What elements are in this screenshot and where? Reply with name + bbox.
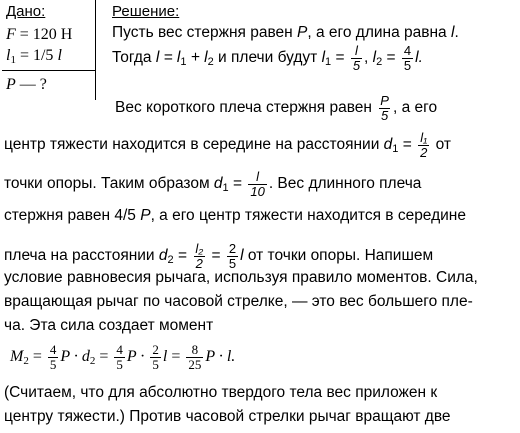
eq-fraction-2-5: $\frac{2}{5}$ [152, 342, 159, 372]
given-divider-vertical [95, 0, 96, 100]
given-divider-horizontal [2, 70, 95, 71]
solution-line-1: Пусть вес стержня равен P, а его длина равна l. [112, 24, 459, 41]
given-force: F = 120 Н [6, 26, 73, 43]
fraction-P-over-5: $\frac{P}{5}$ [380, 93, 389, 123]
solution-line-4: центр тяжести находится в середине на расстоянии $d_1$ = $\frac{\text{l₁}}{2}$ от [4, 130, 452, 160]
eq-fraction-8-25: $\frac{8}{25}$ [188, 342, 202, 372]
fraction-l1-over-2: $\frac{\text{l₁}}{2}$ [420, 130, 428, 160]
solution-line-9: вращающая рычаг по часовой стрелке, — это вес большего пле- [4, 293, 473, 310]
fraction-l-over-10: $\frac{l}{10}$ [250, 169, 265, 199]
solution-line-2: Тогда $l = l_1 + l_2$ и плечи будут $l_1$ = $\frac{l}{5}$ , $l_2$ = $\frac{4}{5}$ l. [112, 43, 423, 73]
given-length: $l_1 = 1/5$ l [6, 47, 62, 66]
solution-line-3: Вес короткого плеча стержня равен $\frac{P}{5}$ , а его [115, 93, 438, 123]
solution-title: Решение: [112, 3, 180, 20]
solution-line-12: центру тяжести.) Против часовой стрелки рычаг вращают две [4, 408, 451, 425]
solution-line-5: точки опоры. Таким образом $d_1$ = $\frac{l}{10}$ . Вес длинного плеча [4, 169, 422, 199]
solution-line-7: плеча на расстоянии $d_2$ = $\frac{\text{l₂}}{2}$ = $\frac{2}{5}$ l от точки опоры. Напишем [4, 241, 434, 271]
fraction-4-over-5: $\frac{4}{5}$ [403, 43, 412, 73]
given-find: P — ? [6, 76, 47, 93]
given-title: Дано: [6, 3, 46, 20]
solution-line-6: стержня равен 4/5 P, а его центр тяжести находится в середине [4, 207, 466, 224]
solution-line-8: условие равновесия рычага, используя правило моментов. Сила, [4, 269, 478, 286]
solution-line-10: ча. Эта сила создает момент [4, 317, 214, 334]
fraction-l2-over-2: $\frac{\text{l₂}}{2}$ [195, 241, 204, 271]
fraction-2-over-5: $\frac{2}{5}$ [228, 241, 237, 271]
moment-equation: $M_2$ = $\frac{4}{5}$ $P \cdot d_2$ = $\frac{4}{5}$ P · $\frac{2}{5}$ l = $\frac{8}{25}$ P · l. [10, 342, 236, 372]
solution-line-11: (Считаем, что для абсолютно твердого тела вес приложен к [4, 384, 438, 401]
eq-fraction-4-5-b: $\frac{4}{5}$ [116, 342, 123, 372]
fraction-l-over-5: $\frac{l}{5}$ [352, 43, 361, 73]
eq-fraction-4-5-a: $\frac{4}{5}$ [49, 342, 57, 372]
